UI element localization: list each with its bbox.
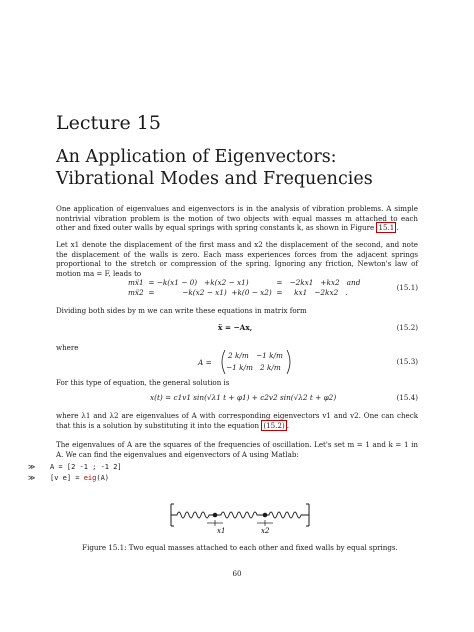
equation-15-1-line-2: mẍ2 = −k(x2 − x1) +k(0 − x2) = kx1 −2kx2 . xyxy=(128,288,348,297)
code-line-2 xyxy=(28,474,109,482)
matrix-r2c1: −1 k/m xyxy=(226,363,253,372)
equation-number-15-4: (15.4) xyxy=(396,393,418,402)
right-paren xyxy=(286,349,294,375)
figure-caption: Figure 15.1: Two equal masses attached to each other and fixed walls by equal springs. xyxy=(82,543,398,552)
spring-left xyxy=(171,512,215,518)
equation-number-15-1: (15.1) xyxy=(396,283,418,292)
label-x2: x2 xyxy=(261,527,270,534)
figure-reference-link[interactable]: 15.1 xyxy=(378,223,395,233)
equation-number-15-2: (15.2) xyxy=(396,323,418,332)
spring-mass-figure xyxy=(165,500,315,534)
eigen-solution-paragraph xyxy=(56,411,418,430)
spring-middle xyxy=(215,512,265,518)
equation-15-1-line-1: mẍ1 = −k(x1 − 0) +k(x2 − x1) = −2kx1 +kx2 and xyxy=(128,278,361,287)
intro-text: One application of eigenvalues and eigenvectors is in the analysis of vibration problems. A simple nontrivial vibration problem is the motion of two objects with equal masses m attached to each other and fixed outer walls by equal springs with spring constants k, as shown in Figure xyxy=(56,204,418,233)
general-solution-paragraph: For this type of equation, the general solution is xyxy=(56,378,230,387)
matrix-r2c2: 2 k/m xyxy=(260,363,281,372)
prompt-symbol: ≫ xyxy=(28,474,36,482)
code-line-1 xyxy=(28,463,122,471)
equation-15-4: x(t) = c1v1 sin(√λ1 t + φ1) + c2v2 sin(√λ2 t + φ2) xyxy=(150,393,337,402)
eigen-solution-end: . xyxy=(286,420,289,430)
prompt-symbol: ≫ xyxy=(28,463,36,471)
label-x1: x1 xyxy=(217,527,226,534)
displacement-paragraph: Let x1 denote the displacement of the first mass and x2 the displacement of the second, and note the displacement of the walls is zero. Each mass experiences forces from the adjacent springs proportional to the stretch or compression of the spring. Ignoring any friction, Newton's law of motion ma = F, leads to xyxy=(56,240,418,278)
code-keyword-eig: eig xyxy=(83,474,97,482)
eigenvalue-paragraph: The eigenvalues of A are the squares of the frequencies of oscillation. Let's set m = 1 and k = 1 in A. We can find the eigenvalues and eigenvectors of A using Matlab: xyxy=(56,440,418,459)
left-paren xyxy=(218,349,226,375)
page-number: 60 xyxy=(232,569,242,578)
intro-text-end: . xyxy=(396,223,399,233)
where-label: where xyxy=(56,343,79,352)
code-text-2: [v e] = xyxy=(50,474,84,482)
equation-15-2: ẍ = −Ax, xyxy=(218,323,253,332)
matrix-form-paragraph: Dividing both sides by m we can write these equations in matrix form xyxy=(56,306,307,315)
matrix-lhs: A = xyxy=(198,358,212,367)
matrix-r1c2: −1 k/m xyxy=(256,351,283,360)
equation-reference-link[interactable]: (15.2) xyxy=(263,420,285,430)
mass-1 xyxy=(213,513,218,518)
spring-right xyxy=(265,512,309,518)
equation-number-15-3: (15.3) xyxy=(396,357,418,366)
mass-2 xyxy=(263,513,268,518)
lecture-heading: Lecture 15 xyxy=(56,112,161,134)
intro-paragraph xyxy=(56,204,418,233)
chapter-title: An Application of Eigenvectors: Vibrational Modes and Frequencies xyxy=(56,147,373,189)
eigen-solution-text: where λ1 and λ2 are eigenvalues of A with corresponding eigenvectors v1 and v2. One can check that this is a solution by substituting it into the equation xyxy=(56,411,418,430)
code-text-1: A = [2 -1 ; -1 2] xyxy=(50,463,122,471)
equation-15-3 xyxy=(198,349,318,375)
matrix-r1c1: 2 k/m xyxy=(228,351,249,360)
code-text-2-end: (A) xyxy=(96,474,110,482)
